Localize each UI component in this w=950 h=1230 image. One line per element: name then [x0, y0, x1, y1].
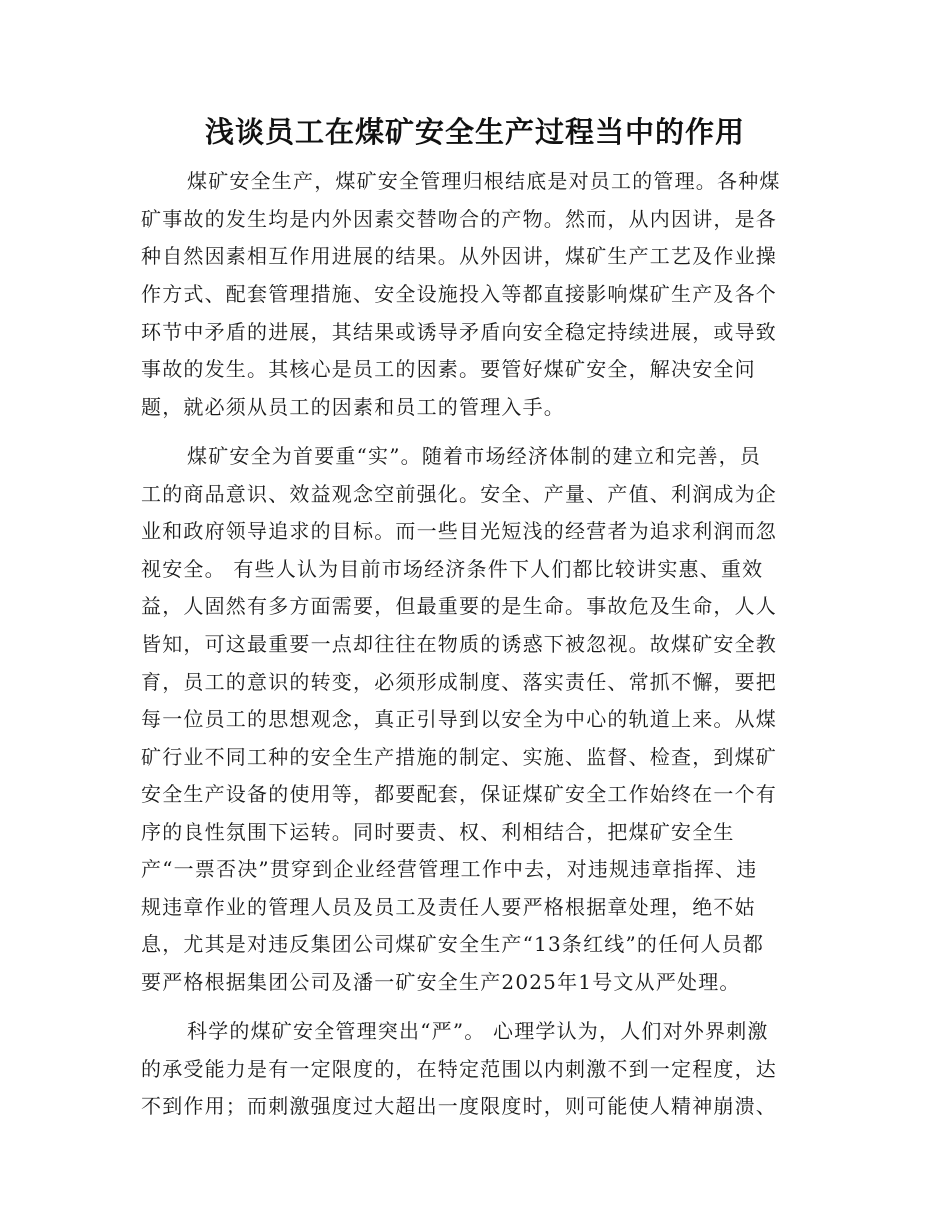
paragraph-2-line-2: 工的商品意识、效益观念空前强化。安全、产量、产值、利润成为企: [141, 482, 777, 506]
paragraph-1-line-1: 煤矿安全生产，煤矿安全管理归根结底是对员工的管理。各种煤: [187, 169, 781, 193]
paragraph-2-line-8: 每一位员工的思想观念，真正引导到以安全为中心的轨道上来。从煤: [141, 707, 777, 731]
paragraph-3-line-3: 不到作用；而刺激强度过大超出一度限度时，则可能使人精神崩溃、: [141, 1094, 777, 1118]
paragraph-2-line-10: 安全生产设备的使用等，都要配套，保证煤矿安全工作始终在一个有: [141, 782, 777, 806]
paragraph-2-line-6: 皆知，可这最重要一点却往往在物质的诱惑下被忽视。故煤矿安全教: [141, 632, 777, 656]
paragraph-2-line-12: 产“一票否决”贯穿到企业经营管理工作中去，对违规违章指挥、违: [141, 857, 758, 881]
paragraph-1-line-3: 种自然因素相互作用进展的结果。从外因讲，煤矿生产工艺及作业操: [141, 244, 777, 268]
paragraph-3-line-1: 科学的煤矿安全管理突出“严”。 心理学认为，人们对外界刺激: [187, 1019, 769, 1043]
paragraph-2-line-5: 益，人固然有多方面需要，但最重要的是生命。事故危及生命，人人: [141, 594, 777, 618]
paragraph-1-line-7: 题，就必须从员工的因素和员工的管理入手。: [141, 395, 565, 419]
paragraph-2-line-1: 煤矿安全为首要重“实”。随着市场经济体制的建立和完善，员: [187, 444, 762, 468]
paragraph-2-line-15: 要严格根据集团公司及潘一矿安全生产2025年1号文从严处理。: [141, 970, 741, 994]
paragraph-1-line-6: 事故的发生。其核心是员工的因素。要管好煤矿安全，解决安全问: [141, 357, 756, 381]
paragraph-2-line-7: 育，员工的意识的转变，必须形成制度、落实责任、常抓不懈，要把: [141, 670, 777, 694]
paragraph-2-line-11: 序的良性氛围下运转。同时要责、权、利相结合，把煤矿安全生: [141, 820, 735, 844]
paragraph-1-line-2: 矿事故的发生均是内外因素交替吻合的产物。然而，从内因讲，是各: [141, 207, 777, 231]
document-title: 浅谈员工在煤矿安全生产过程当中的作用: [204, 115, 745, 149]
paragraph-2-line-13: 规违章作业的管理人员及员工及责任人要严格根据章处理，绝不姑: [141, 895, 756, 919]
paragraph-2-line-14: 息，尤其是对违反集团公司煤矿安全生产“13条红线”的任何人员都: [141, 932, 765, 956]
paragraph-2-line-9: 矿行业不同工种的安全生产措施的制定、实施、监督、检查，到煤矿: [141, 745, 777, 769]
paragraph-2-line-3: 业和政府领导追求的目标。而一些目光短浅的经营者为追求利润而忽: [141, 519, 777, 543]
paragraph-2-line-4: 视安全。 有些人认为目前市场经济条件下人们都比较讲实惠、重效: [141, 557, 764, 581]
paragraph-3-line-2: 的承受能力是有一定限度的，在特定范围以内刺激不到一定程度，达: [141, 1057, 777, 1081]
paragraph-1-line-5: 环节中矛盾的进展，其结果或诱导矛盾向安全稳定持续进展，或导致: [141, 320, 777, 344]
paragraph-1-line-4: 作方式、配套管理措施、安全设施投入等都直接影响煤矿生产及各个: [141, 282, 777, 306]
